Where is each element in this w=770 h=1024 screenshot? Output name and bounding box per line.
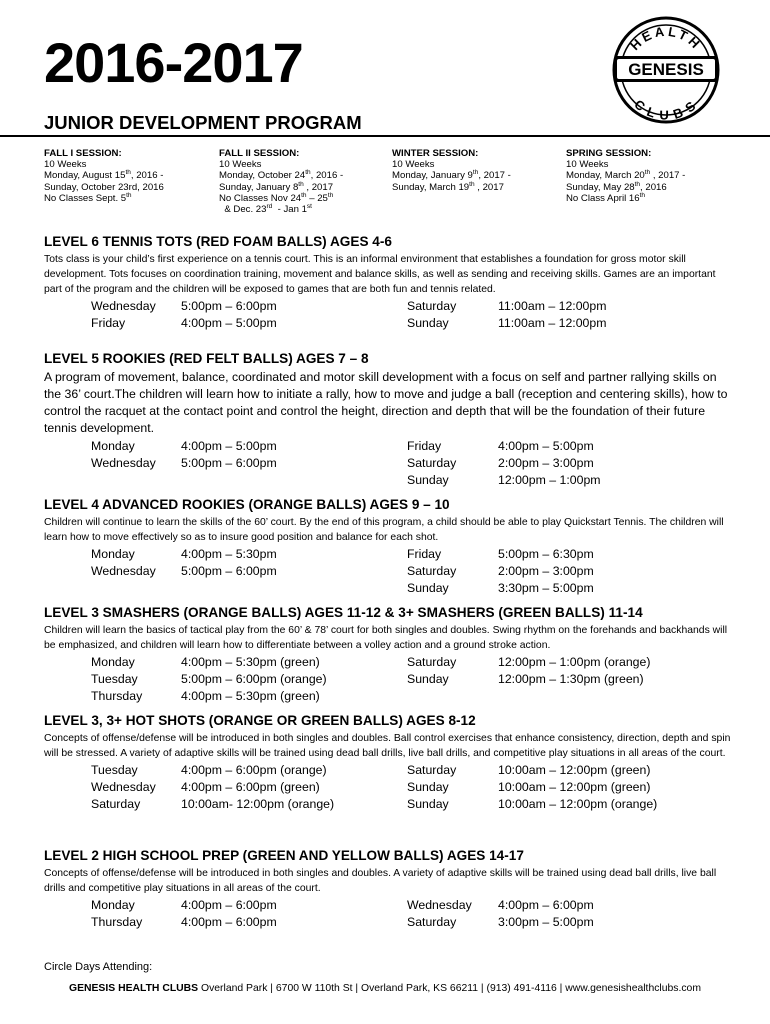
schedule-day: Thursday: [91, 915, 143, 929]
level-6-section: [44, 234, 734, 332]
level-3-smashers-section: [44, 605, 734, 705]
schedule-day: Friday: [407, 439, 442, 453]
schedule-time: 4:00pm – 5:00pm: [181, 316, 277, 330]
session-line: Sunday, October 23rd, 2016: [44, 181, 164, 193]
level-description: Concepts of offense/defense will be introduced in both singles and doubles. A variety of adaptive skills will be trained using dead ball drills, live ball drills and competitive play situations in all areas of the court.: [44, 868, 717, 894]
footer: [0, 982, 770, 996]
level-4-section: [44, 497, 734, 597]
schedule-row: [44, 779, 734, 796]
logo-center-text: GENESIS: [628, 60, 704, 79]
schedule-day: Saturday: [407, 763, 457, 777]
level-description: Tots class is your child’s first experience on a tennis court. This is an informal environment that establishes a foundation for gross motor skill development. Tots focuses on coordination training, movement and balance skills, as well as sending and receiving skills. Games are an important part of the program and the children will be exposed to games that are both fun and tennis related.: [44, 254, 716, 295]
schedule-day: Sunday: [407, 316, 449, 330]
schedule-time: 12:00pm – 1:00pm: [498, 473, 601, 487]
header-divider: [0, 135, 770, 137]
schedule-time: 10:00am – 12:00pm (green): [498, 780, 651, 794]
schedule-day: Wednesday: [407, 898, 472, 912]
schedule-day: Sunday: [407, 473, 449, 487]
level-schedule: [44, 897, 734, 931]
schedule-day: Wednesday: [91, 564, 156, 578]
session-fall-1: [44, 148, 164, 204]
sessions-block: [44, 148, 744, 216]
session-title: FALL II SESSION:: [219, 148, 300, 159]
schedule-time: 3:00pm – 5:00pm: [498, 915, 594, 929]
session-fall-2: [219, 148, 343, 215]
session-line: Monday, August 15th, 2016 -: [44, 169, 164, 182]
schedule-time: 5:00pm – 6:00pm (orange): [181, 672, 327, 686]
schedule-day: Thursday: [91, 689, 143, 703]
schedule-time: 11:00am – 12:00pm: [498, 299, 607, 313]
session-line: No Classes Sept. 5th: [44, 191, 132, 204]
schedule-time: 4:00pm – 6:00pm: [181, 898, 277, 912]
schedule-day: Saturday: [407, 915, 457, 929]
schedule-time: 4:00pm – 6:00pm: [181, 915, 277, 929]
schedule-row: [44, 455, 734, 472]
schedule-time: 3:30pm – 5:00pm: [498, 581, 594, 595]
schedule-day: Tuesday: [91, 672, 138, 686]
schedule-day: Sunday: [407, 581, 449, 595]
schedule-day: Monday: [91, 898, 135, 912]
schedule-time: 12:00pm – 1:00pm (orange): [498, 655, 651, 669]
session-line: Monday, January 9th, 2017 -: [392, 169, 511, 182]
session-line: No Classes Nov 24th – 25th: [219, 191, 334, 204]
schedule-day: Monday: [91, 547, 135, 561]
level-3-hot-shots-section: [44, 713, 734, 813]
level-title: LEVEL 6 TENNIS TOTS (RED FOAM BALLS) AGES 4-6: [44, 234, 392, 249]
genesis-logo: [611, 15, 721, 125]
level-schedule: [44, 438, 734, 489]
level-schedule: [44, 654, 734, 705]
session-spring: [566, 148, 685, 204]
schedule-row: [44, 472, 734, 489]
schedule-time: 4:00pm – 5:30pm: [181, 547, 277, 561]
schedule-time: 2:00pm – 3:00pm: [498, 564, 594, 578]
level-5-section: [44, 351, 734, 489]
schedule-time: 4:00pm – 5:30pm (green): [181, 689, 320, 703]
session-winter: [392, 148, 511, 193]
page-title: 2016-2017: [44, 31, 303, 94]
level-schedule: [44, 546, 734, 597]
schedule-row: [44, 796, 734, 813]
schedule-time: 4:00pm – 5:00pm: [181, 439, 277, 453]
level-description: Children will learn the basics of tactical play from the 60’ & 78’ court for both singles and doubles. Swing rhythm on the forehands and backhands will be emphasized, and children will learn how to differentiate between a volley action and a ground stroke action.: [44, 625, 728, 651]
schedule-row: [44, 671, 734, 688]
schedule-time: 10:00am- 12:00pm (orange): [181, 797, 335, 811]
session-line: Monday, October 24th, 2016 -: [219, 169, 344, 182]
schedule-day: Wednesday: [91, 299, 156, 313]
schedule-row: [44, 563, 734, 580]
level-schedule: [44, 298, 734, 332]
schedule-day: Sunday: [407, 672, 449, 686]
session-title: FALL I SESSION:: [44, 148, 122, 159]
schedule-time: 10:00am – 12:00pm (orange): [498, 797, 658, 811]
logo-bottom-text: CLUBS: [631, 96, 701, 123]
schedule-time: 5:00pm – 6:00pm: [181, 564, 277, 578]
schedule-day: Tuesday: [91, 763, 138, 777]
schedule-day: Monday: [91, 655, 135, 669]
schedule-row: [44, 914, 734, 931]
schedule-row: [44, 298, 734, 315]
schedule-time: 4:00pm – 6:00pm (green): [181, 780, 320, 794]
schedule-row: [44, 762, 734, 779]
footer-brand: GENESIS HEALTH CLUBS: [68, 983, 199, 994]
session-line: Sunday, May 28th, 2016: [566, 180, 667, 193]
logo-top-text: HEALTH: [627, 23, 705, 54]
level-schedule: [44, 762, 734, 813]
schedule-row: [44, 897, 734, 914]
schedule-time: 10:00am – 12:00pm (green): [498, 763, 651, 777]
schedule-time: 5:00pm – 6:00pm: [181, 299, 277, 313]
program-title: JUNIOR DEVELOPMENT PROGRAM: [44, 112, 362, 133]
session-line: No Class April 16th: [566, 191, 646, 204]
level-description: Concepts of offense/defense will be introduced in both singles and doubles. Ball control exercises that enhance consistency, direction, depth and spin will be stressed. A variety of adaptive skills will be trained using dead ball drills, live ball drills, and competitive play situations in all areas of the court.: [44, 733, 731, 759]
level-description: A program of movement, balance, coordinated and motor skill development with a focus on self and partner rallying skills on the 36’ court.The children will learn how to initiate a rally, how to move and judge a ball (reception and centering skills), how to control the racquet at the contact point and control the height, direction and depth that will be the foundation of their future tennis development.: [44, 370, 728, 435]
circle-days-label: Circle Days Attending:: [44, 961, 153, 973]
schedule-time: 11:00am – 12:00pm: [498, 316, 607, 330]
schedule-day: Saturday: [407, 655, 457, 669]
schedule-time: 4:00pm – 5:30pm (green): [181, 655, 320, 669]
footer-details: Overland Park | 6700 W 110th St | Overland Park, KS 66211 | (913) 491-4116 | www.genesishealthclubs.com: [198, 983, 701, 994]
level-title: LEVEL 3 SMASHERS (ORANGE BALLS) AGES 11-12 & 3+ SMASHERS (GREEN BALLS) 11-14: [44, 605, 643, 620]
level-title: LEVEL 5 ROOKIES (RED FELT BALLS) AGES 7 – 8: [44, 351, 369, 366]
schedule-row: [44, 438, 734, 455]
schedule-day: Friday: [91, 316, 126, 330]
level-title: LEVEL 4 ADVANCED ROOKIES (ORANGE BALLS) AGES 9 – 10: [44, 497, 450, 512]
schedule-time: 4:00pm – 6:00pm: [498, 898, 594, 912]
schedule-time: 5:00pm – 6:00pm: [181, 456, 277, 470]
schedule-day: Wednesday: [91, 780, 156, 794]
schedule-day: Friday: [407, 547, 442, 561]
schedule-day: Sunday: [407, 797, 449, 811]
schedule-day: Saturday: [407, 456, 457, 470]
schedule-time: 12:00pm – 1:30pm (green): [498, 672, 644, 686]
session-line: Sunday, March 19th , 2017: [392, 180, 504, 193]
session-line: Monday, March 20th , 2017 -: [566, 169, 686, 182]
schedule-day: Saturday: [407, 564, 457, 578]
schedule-time: 4:00pm – 6:00pm (orange): [181, 763, 327, 777]
session-line: 10 Weeks: [392, 159, 435, 171]
session-line: Sunday, January 8th , 2017: [219, 180, 334, 193]
session-title: WINTER SESSION:: [392, 148, 479, 159]
schedule-row: [44, 315, 734, 332]
level-2-section: [44, 848, 734, 931]
session-line: 10 Weeks: [219, 159, 262, 171]
schedule-day: Saturday: [407, 299, 457, 313]
session-title: SPRING SESSION:: [566, 148, 652, 159]
schedule-row: [44, 580, 734, 597]
session-line: 10 Weeks: [566, 159, 609, 171]
schedule-time: 4:00pm – 5:00pm: [498, 439, 594, 453]
schedule-day: Saturday: [91, 797, 141, 811]
schedule-day: Wednesday: [91, 456, 156, 470]
level-title: LEVEL 2 HIGH SCHOOL PREP (GREEN AND YELLOW BALLS) AGES 14-17: [44, 848, 524, 863]
session-line: 10 Weeks: [44, 159, 87, 171]
level-description: Children will continue to learn the skills of the 60’ court. By the end of this program, a child should be able to play Quickstart Tennis. The children will learn how to move effectively so as to insure good position and balance for each shot.: [44, 517, 724, 543]
schedule-time: 2:00pm – 3:00pm: [498, 456, 594, 470]
schedule-day: Sunday: [407, 780, 449, 794]
schedule-row: [44, 688, 734, 705]
schedule-day: Monday: [91, 439, 135, 453]
schedule-time: 5:00pm – 6:30pm: [498, 547, 594, 561]
schedule-row: [44, 546, 734, 563]
level-title: LEVEL 3, 3+ HOT SHOTS (ORANGE OR GREEN BALLS) AGES 8-12: [44, 713, 476, 728]
schedule-row: [44, 654, 734, 671]
session-line: & Dec. 23rd - Jan 1st: [219, 202, 312, 216]
